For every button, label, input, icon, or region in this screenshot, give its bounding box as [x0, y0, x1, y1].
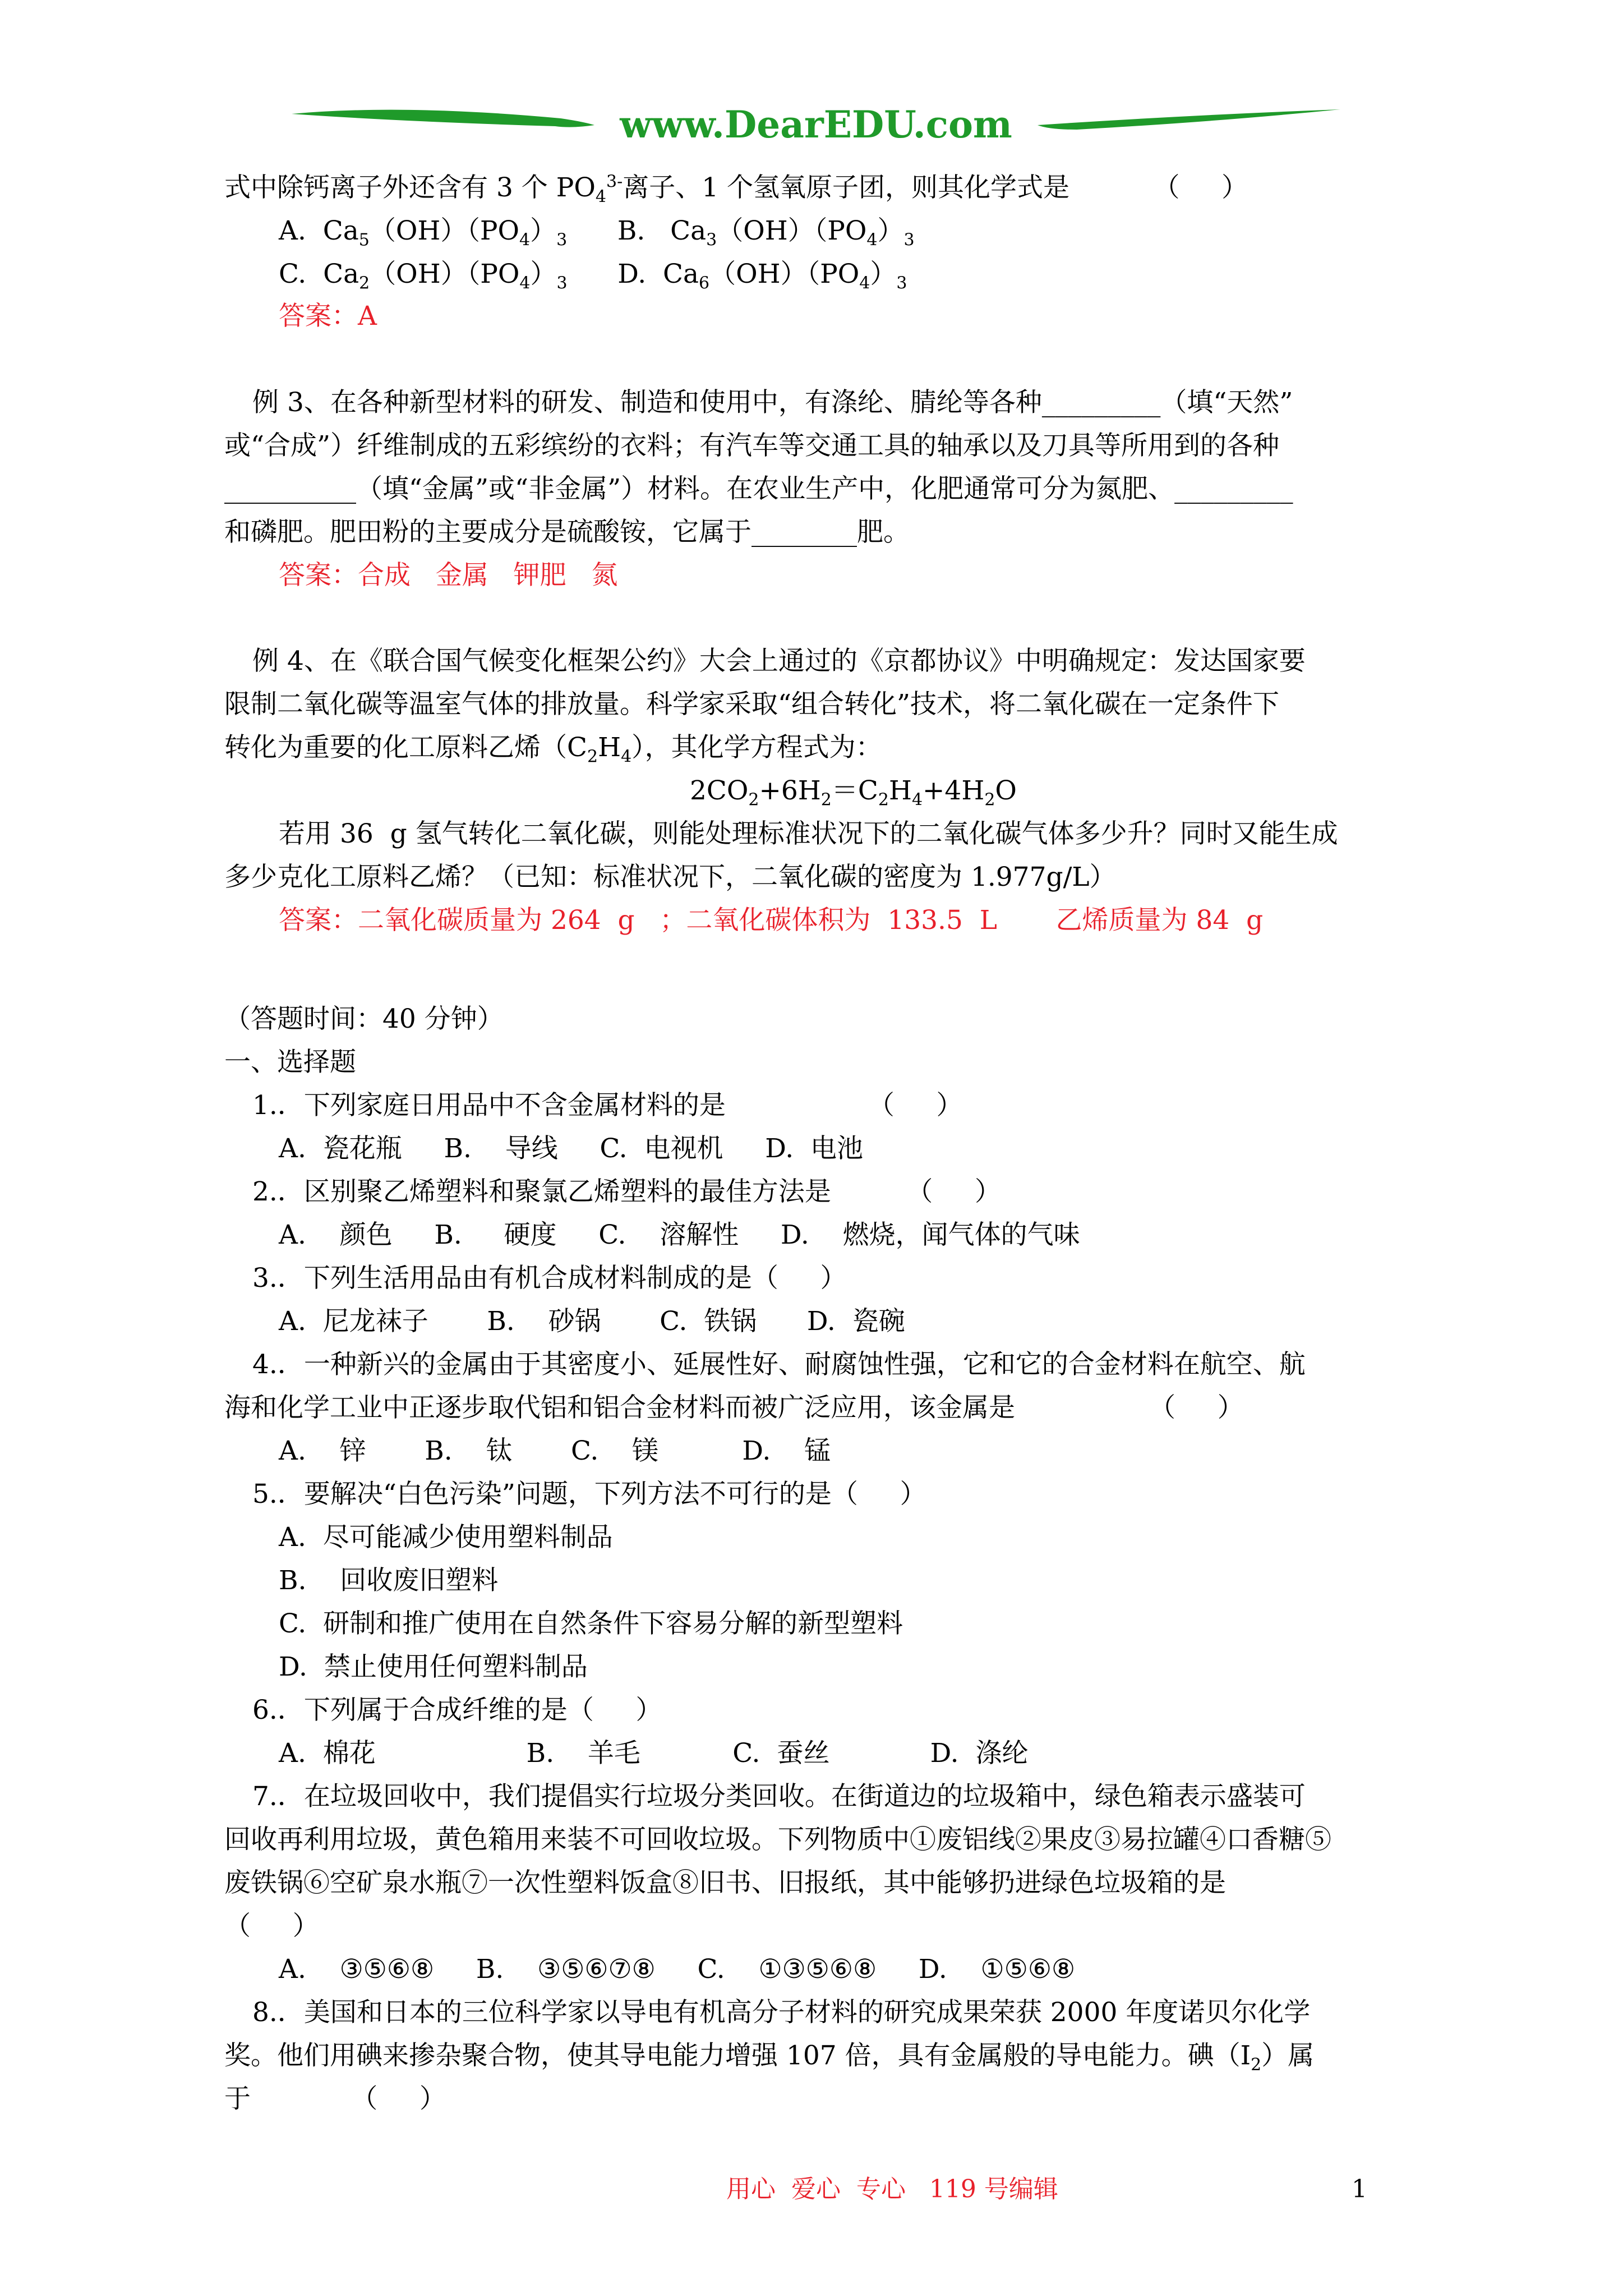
option-line: A. 颜色 B. 硬度 C. 溶解性 D. 燃烧，闻气体的气味 — [279, 1220, 1080, 1250]
option-line: A. 瓷花瓶 B. 导线 C. 电视机 D. 电池 — [279, 1133, 864, 1164]
example-4-text: 限制二氧化碳等温室气体的排放量。科学家采取“组合转化”技术，将二氧化碳在一定条件下 — [224, 689, 1280, 720]
example-4-text: 例 4、在《联合国气候变化框架公约》大会上通过的《京都协议》中明确规定：发达国家要 — [252, 646, 1306, 677]
question-item: 1.．下列家庭日用品中不含金属材料的是 （ ） — [252, 1090, 963, 1121]
option-line: A. 尼龙袜子 B. 砂锅 C. 铁锅 D. 瓷碗 — [279, 1306, 905, 1337]
option-line: A. 棉花 B. 羊毛 C. 蚕丝 D. 涤纶 — [279, 1738, 1029, 1769]
question-item: 2.．区别聚乙烯塑料和聚氯乙烯塑料的最佳方法是 （ ） — [252, 1176, 1002, 1207]
page-number: 1 — [1352, 2175, 1367, 2203]
question-item: 海和化学工业中正逐步取代铝和铝合金材料而被广泛应用，该金属是 （ ） — [224, 1392, 1244, 1423]
question-item: 5.．要解决“白色污染”问题，下列方法不可行的是（ ） — [252, 1479, 926, 1510]
example-3-text: 和磷肥。肥田粉的主要成分是硫酸铵，它属于________肥。 — [224, 517, 910, 547]
option-line: A. $Ca_5(OH)(PO_4)_3$ B. $Ca_3(OH)(PO_4)_3$ — [279, 215, 915, 250]
example-3-text: __________（填“金属”或“非金属”）材料。在农业生产中，化肥通常可分为氮肥、_________ — [224, 473, 1293, 504]
question-item: （ ） — [224, 1911, 319, 1941]
site-logo: www.DearEDU.com — [620, 103, 1012, 146]
example-4-text: 转化为重要的化工原料乙烯$(C_2H_4)$，其化学方程式为： — [224, 732, 882, 767]
question-item: 7.．在垃圾回收中，我们提倡实行垃圾分类回收。在街道边的垃圾箱中，绿色箱表示盛装可 — [252, 1781, 1306, 1812]
option-line: A. ③⑤⑥⑧ B. ③⑤⑥⑦⑧ C. ①③⑤⑥⑧ D. ①⑤⑥⑧ — [279, 1954, 1076, 1985]
option-line: B. 回收废旧塑料 — [279, 1565, 499, 1596]
example-4-text: 多少克化工原料乙烯？（已知：标准状况下，二氧化碳的密度为 1.977g/L） — [224, 862, 1116, 892]
option-line: D. 禁止使用任何塑料制品 — [279, 1651, 588, 1682]
question-item: 于 （ ） — [224, 2083, 446, 2114]
answer-line: 答案：A — [279, 301, 377, 332]
question-item: 回收再利用垃圾，黄色箱用来装不可回收垃圾。下列物质中①废铝线②果皮③易拉罐④口香糖⑤ — [224, 1824, 1331, 1855]
time-limit: （答题时间：40 分钟） — [224, 1004, 504, 1034]
chemical-equation: $2CO_2+6H_2=C_2H_4+4H_2O$ — [690, 775, 1017, 810]
option-line: A. 尽可能减少使用塑料制品 — [279, 1522, 613, 1553]
question-item: 8.．美国和日本的三位科学家以导电有机高分子材料的研究成果荣获 2000 年度诺贝尔化学 — [252, 1997, 1311, 2028]
question-2-stem-end: 式中除钙离子外还含有 3 个 $PO_4^{3-}$离子、1 个氢氧原子团，则其化学式是 （ ） — [224, 172, 1248, 207]
option-line: A. 锌 B. 钛 C. 镁 D. 锰 — [279, 1435, 831, 1466]
option-line: C. 研制和推广使用在自然条件下容易分解的新型塑料 — [279, 1608, 903, 1639]
example-4-text: 若用 36 g 氢气转化二氧化碳，则能处理标准状况下的二氧化碳气体多少升？同时又能生成 — [279, 818, 1338, 849]
option-line: C. $Ca_2(OH)(PO_4)_3$ D. $Ca_6(OH)(PO_4)_3$ — [279, 259, 907, 293]
answer-line: 答案：二氧化碳质量为 264 g ；二氧化碳体积为 133.5 L 乙烯质量为 84 g — [279, 905, 1264, 936]
site-header — [292, 93, 1340, 160]
question-item: 6.．下列属于合成纤维的是（ ） — [252, 1695, 662, 1726]
footer-text: 用心 爱心 专心 119 号编辑 — [726, 2175, 1058, 2203]
example-3-text: 或“合成”）纤维制成的五彩缤纷的衣料；有汽车等交通工具的轴承以及刀具等所用到的各种 — [224, 430, 1280, 461]
question-item: 3.．下列生活用品由有机合成材料制成的是（ ） — [252, 1263, 847, 1294]
section-heading: 一、选择题 — [224, 1047, 356, 1078]
example-3-text: 例 3、在各种新型材料的研发、制造和使用中，有涤纶、腈纶等各种_________（填“天然” — [252, 387, 1293, 418]
question-item: 奖。他们用碘来掺杂聚合物，使其导电能力增强 107 倍，具有金属般的导电能力。碘$(I_2)$属 — [224, 2040, 1315, 2075]
question-item: 4.．一种新兴的金属由于其密度小、延展性好、耐腐蚀性强，它和它的合金材料在航空、航 — [252, 1349, 1306, 1380]
answer-line: 答案：合成 金属 钾肥 氮 — [279, 560, 618, 591]
question-item: 废铁锅⑥空矿泉水瓶⑦一次性塑料饭盒⑧旧书、旧报纸，其中能够扔进绿色垃圾箱的是 — [224, 1867, 1226, 1898]
